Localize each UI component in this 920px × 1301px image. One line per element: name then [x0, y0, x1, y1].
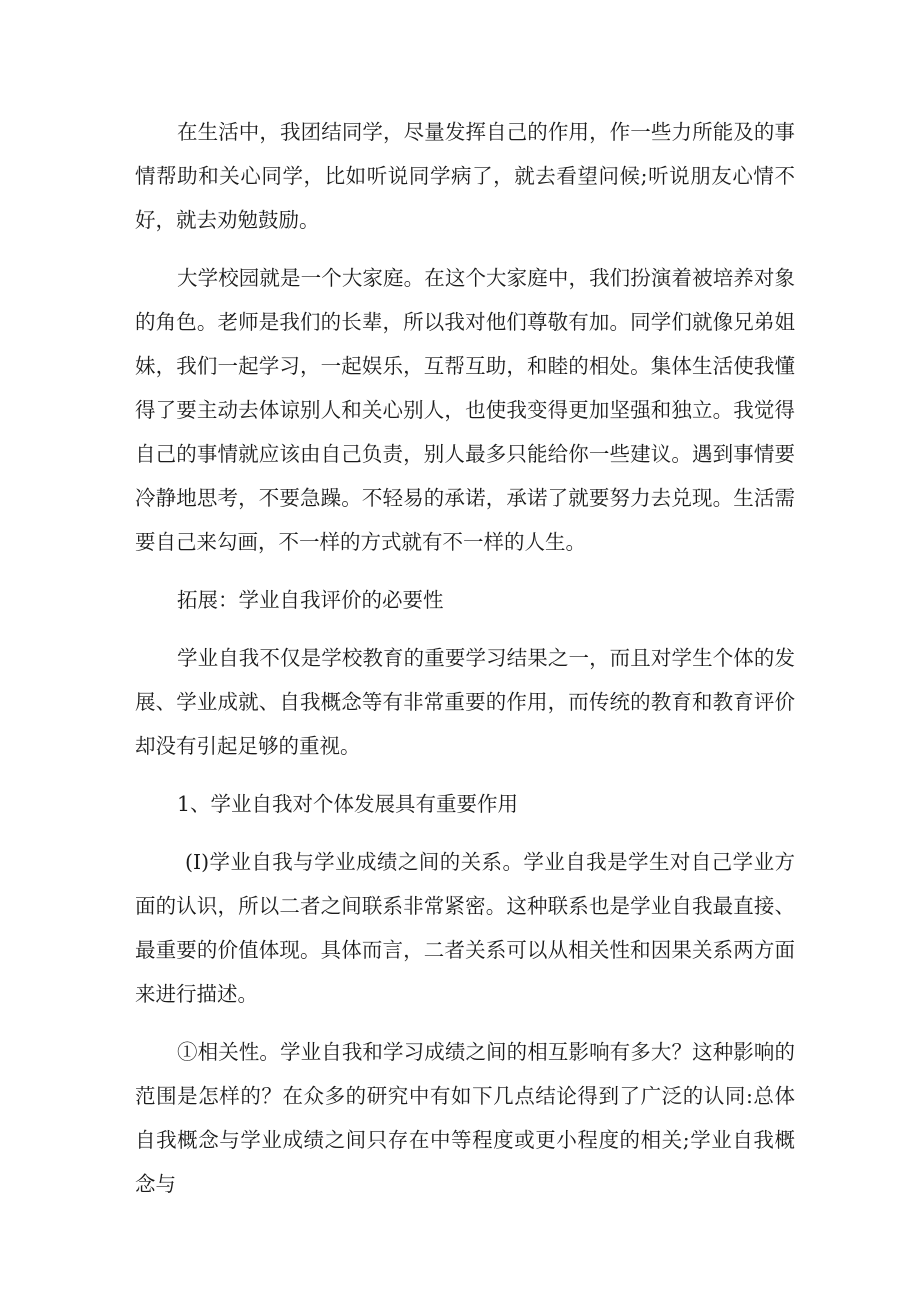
document-body: [135, 110, 795, 1220]
paragraph-life-unity: 在生活中，我团结同学，尽量发挥自己的作用，作一些力所能及的事情帮助和关心同学，比如听说同学病了，就去看望问候;听说朋友心情不好，就去劝勉鼓励。: [135, 120, 795, 232]
paragraph-academic-self-intro: 学业自我不仅是学校教育的重要学习结果之一，而且对学生个体的发展、学业成就、自我概念等有非常重要的作用，而传统的教育和教育评价却没有引起足够的重视。: [135, 646, 795, 758]
paragraph-campus-family: 大学校园就是一个大家庭。在这个大家庭中，我们扮演着被培养对象的角色。老师是我们的长辈，所以我对他们尊敬有加。同学们就像兄弟姐妹，我们一起学习，一起娱乐，互帮互助，和睦的相处。集体生活使我懂得了要主动去体谅别人和关心别人，也使我变得更加坚强和独立。我觉得自己的事情就应该由自己负责，别人最多只能给你一些建议。遇到事情要冷静地思考，不要急躁。不轻易的承诺，承诺了就要努力去兑现。生活需要自己来勾画，不一样的方式就有不一样的人生。: [135, 266, 795, 554]
section-heading-extension: 拓展：学业自我评价的必要性: [177, 588, 444, 612]
subheading-importance: 1、学业自我对个体发展具有重要作用: [177, 792, 519, 816]
paragraph-correlation: ①相关性。学业自我和学习成绩之间的相互影响有多大？这种影响的范围是怎样的？在众多的研究中有如下几点结论得到了广泛的认同:总体自我概念与学业成绩之间只存在中等程度或更小程度的相关;学业自我概念与: [135, 1040, 795, 1196]
paragraph-relationship: (I)学业自我与学业成绩之间的关系。学业自我是学生对自己学业方面的认识，所以二者之间联系非常紧密。这种联系也是学业自我最直接、最重要的价值体现。具体而言，二者关系可以从相关性和因果关系两方面来进行描述。: [135, 850, 795, 1006]
